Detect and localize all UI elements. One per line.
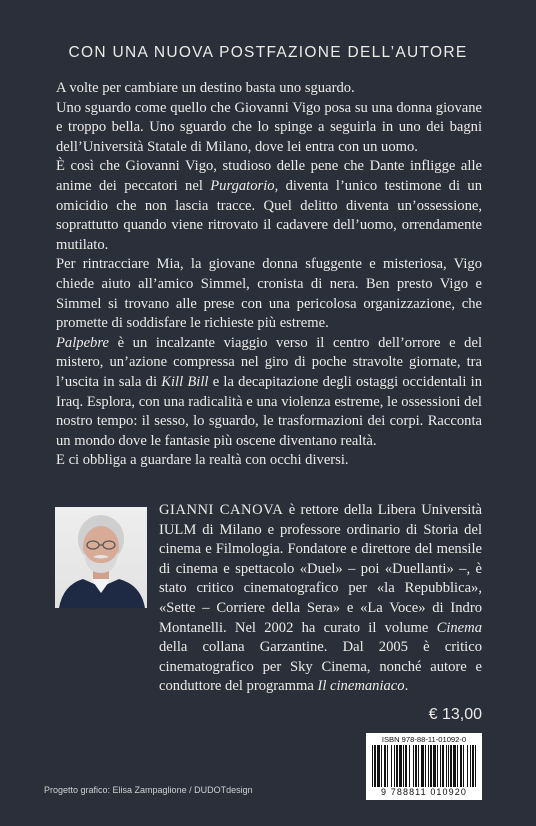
synopsis-paragraph: A volte per cambiare un destino basta uno sguardo. bbox=[56, 80, 355, 96]
price: € 13,00 bbox=[428, 706, 482, 723]
author-name: GIANNI CANOVA bbox=[159, 502, 284, 518]
cover-header: CON UNA NUOVA POSTFAZIONE DELL’AUTORE bbox=[68, 44, 468, 61]
synopsis-paragraph: Uno sguardo come quello che Giovanni Vigo posa su una donna giovane e troppo bella. Uno sguardo che lo spinge a seguirla in uno dei bagni dell’Università Statale di Milano, dove lei entra con un uomo. bbox=[56, 99, 482, 155]
italic-title: Palpebre bbox=[56, 334, 109, 351]
synopsis-paragraph: Per rintracciare Mia, la giovane donna sfuggente e misteriosa, Vigo chiede aiuto all’amico Simmel, cronista di nera. Ben presto Vigo e Simmel si trovano alle prese con una pericolosa organizzazione, che promette di soddisfare le richieste più estreme. bbox=[56, 256, 482, 332]
author-photo bbox=[55, 507, 147, 608]
isbn-barcode bbox=[366, 733, 482, 800]
design-credits: Progetto grafico: Elisa Zampaglione / DUDOTdesign bbox=[44, 785, 253, 795]
synopsis-paragraph: È così che Giovanni Vigo, studioso delle pene che Dante infligge alle anime dei peccatori nel Purgatorio, diventa l’unico testimone di un omicidio che non lascia tracce. Quel delitto diventa un’ossessione, soprattutto quando viene ritrovato il cadavere dell’uomo, orrendamente mutilato. bbox=[56, 158, 482, 253]
isbn-label: ISBN 978-88-11-01092-0 bbox=[381, 735, 467, 744]
barcode-bars bbox=[372, 745, 476, 787]
synopsis-paragraph: Palpebre è un incalzante viaggio verso il centro dell’orrore e del mistero, un’azione compressa nel giro di poche stravolte giornate, tra l’uscita in sala di Kill Bill e la decapitazione degli ostaggi occidentali in Iraq. Esplora, con una radicalità e una violenza estreme, le ossessioni del nostro tempo: il sesso, lo sguardo, le trasformazioni dei corpi. Racconta un mondo dove le fantasie più oscene diventano realtà. bbox=[56, 334, 482, 449]
italic-title: Il cinemaniaco bbox=[317, 678, 405, 695]
italic-title: Purgatorio bbox=[210, 177, 275, 194]
synopsis bbox=[56, 79, 482, 471]
ean-digits: 9 788811 010920 bbox=[381, 787, 467, 797]
synopsis-paragraph: E ci obbliga a guardare la realtà con occhi diversi. bbox=[56, 452, 349, 469]
italic-title: Kill Bill bbox=[161, 373, 209, 390]
author-bio: GIANNI CANOVA è rettore della Libera Università IULM di Milano e professore ordinario di Storia del cinema e Filmologia. Fondatore e direttore del mensile di cinema e spettacolo «Duel» – poi «Duellanti» –, è stato critico cinematografico per «la Repubblica», «Sette – Corriere della Sera» e «La Voce» di Indro Montanelli. Nel 2002 ha curato il volume Cinema della collana Garzantine. Dal 2005 è critico cinematografico per Sky Cinema, nonché autore e conduttore del programma Il cinemaniaco. bbox=[159, 502, 482, 695]
italic-title: Cinema bbox=[436, 619, 482, 636]
